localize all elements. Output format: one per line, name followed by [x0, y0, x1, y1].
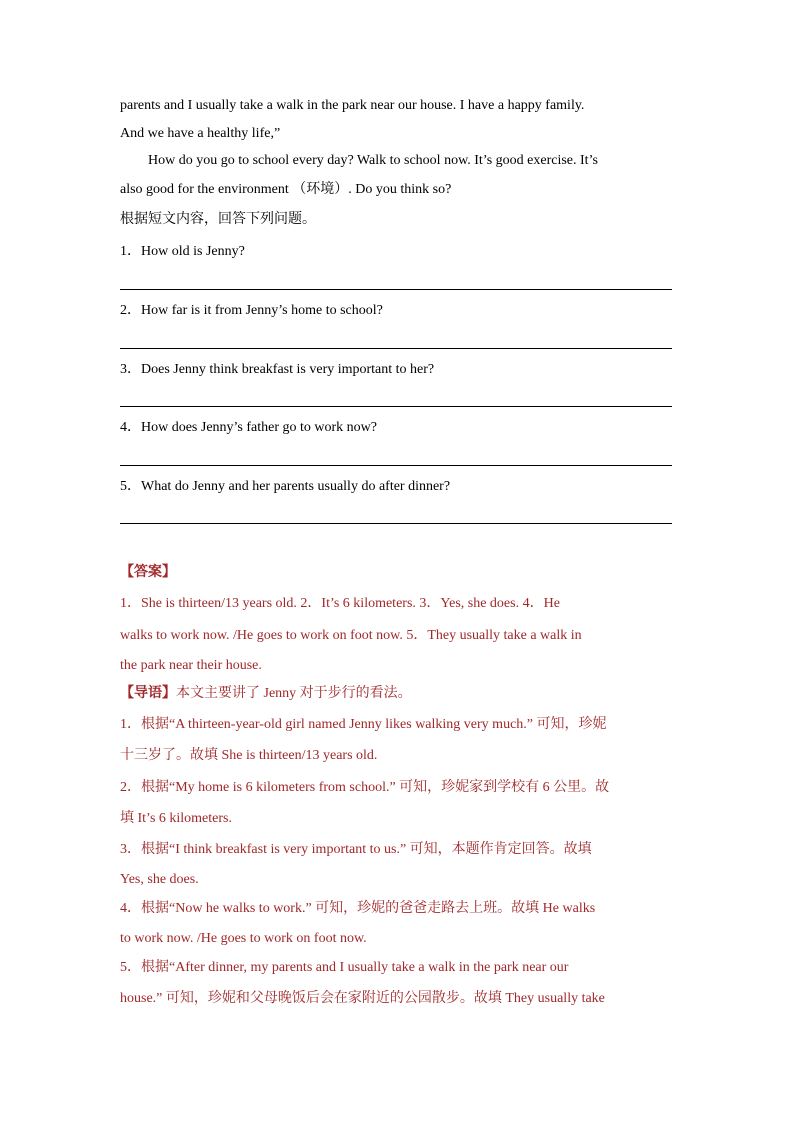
answer-line-text-1: 1．She is thirteen/13 years old. 2．It’s 6 kilometers. 3．Yes, she does. 4．He — [120, 596, 560, 611]
passage-line-1: parents and I usually take a walk in the park near our house. I have a happy family. — [120, 98, 585, 113]
answer-line-4 — [120, 465, 672, 466]
question-5: 5．What do Jenny and her parents usually do after dinner? — [120, 479, 451, 494]
question-1: 1．How old is Jenny? — [120, 244, 245, 259]
guide-summary: 本文主要讲了 Jenny 对于步行的看法。 — [176, 686, 412, 701]
instruction: 根据短文内容，回答下列问题。 — [120, 212, 316, 227]
question-4: 4．How does Jenny’s father go to work now? — [120, 420, 378, 435]
guide-line-6: Yes, she does. — [120, 872, 199, 887]
passage-line-2: And we have a healthy life,” — [120, 126, 281, 141]
guide-line-1: 1．根据“A thirteen-year-old girl named Jenny likes walking very much.” 可知，珍妮 — [120, 717, 607, 732]
answer-line-2 — [120, 348, 672, 349]
guide-line-9: 5．根据“After dinner, my parents and I usually take a walk in the park near our — [120, 960, 569, 975]
answer-line-text-2: walks to work now. /He goes to work on foot now. 5．They usually take a walk in — [120, 628, 582, 643]
guide-line-5: 3．根据“I think breakfast is very important to us.” 可知，本题作肯定回答。故填 — [120, 842, 592, 857]
guide-line-3: 2．根据“My home is 6 kilometers from school.” 可知，珍妮家到学校有 6 公里。故 — [120, 780, 610, 795]
answer-heading: 【答案】 — [120, 565, 176, 580]
question-2: 2．How far is it from Jenny’s home to school? — [120, 303, 383, 318]
answer-line-3 — [120, 406, 672, 407]
answer-line-5 — [120, 523, 672, 524]
guide-line-4: 填 It’s 6 kilometers. — [120, 811, 232, 826]
guide-line-8: to work now. /He goes to work on foot now. — [120, 931, 367, 946]
passage-line-4: also good for the environment （环境）. Do you think so? — [120, 182, 452, 197]
guide-heading: 【导语】 — [120, 686, 176, 701]
guide-line-10: house.” 可知，珍妮和父母晚饭后会在家附近的公园散步。故填 They usually take — [120, 991, 605, 1006]
question-3: 3．Does Jenny think breakfast is very important to her? — [120, 362, 435, 377]
guide-line-2: 十三岁了。故填 She is thirteen/13 years old. — [120, 748, 378, 763]
answer-line-1 — [120, 289, 672, 290]
answer-line-text-3: the park near their house. — [120, 658, 262, 673]
passage-line-3: How do you go to school every day? Walk to school now. It’s good exercise. It’s — [148, 153, 598, 168]
guide-line-7: 4．根据“Now he walks to work.” 可知，珍妮的爸爸走路去上班。故填 He walks — [120, 901, 596, 916]
guide-heading-row — [120, 685, 412, 703]
